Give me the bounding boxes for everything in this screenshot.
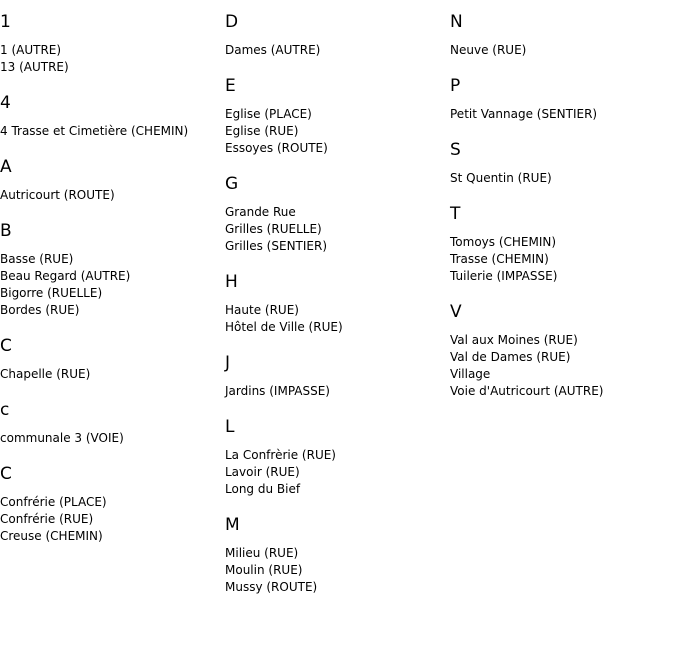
street-index-column-2 [225, 12, 445, 596]
street-item: Neuve (RUE) [450, 43, 527, 57]
letter-group [0, 93, 220, 140]
street-item: La Confrèrie (RUE) [225, 448, 336, 462]
letter-group [225, 76, 445, 157]
street-item: Lavoir (RUE) [225, 465, 300, 479]
letter-heading: G [225, 174, 239, 194]
street-item: Creuse (CHEMIN) [0, 529, 103, 543]
street-item: Haute (RUE) [225, 303, 299, 317]
street-item: Grilles (SENTIER) [225, 239, 328, 253]
street-item: Bordes (RUE) [0, 303, 80, 317]
street-item: Chapelle (RUE) [0, 367, 91, 381]
letter-group [0, 221, 220, 319]
letter-heading: M [225, 515, 240, 535]
street-item: 4 Trasse et Cimetière (CHEMIN) [0, 124, 189, 138]
street-item: Eglise (RUE) [225, 124, 299, 138]
letter-heading: L [225, 417, 235, 437]
street-item: Hôtel de Ville (RUE) [225, 320, 343, 334]
letter-heading: C [0, 464, 12, 484]
street-item: Bigorre (RUELLE) [0, 286, 103, 300]
letter-group [0, 400, 220, 447]
street-item: Essoyes (ROUTE) [225, 141, 328, 155]
street-item: Village [450, 367, 491, 381]
street-item: Basse (RUE) [0, 252, 74, 266]
letter-heading: D [225, 12, 239, 32]
street-item: Confrérie (RUE) [0, 512, 94, 526]
letter-heading: 4 [0, 93, 11, 113]
letter-group [225, 12, 445, 59]
letter-group [450, 140, 670, 187]
street-item: Long du Bief [225, 482, 301, 496]
letter-heading: H [225, 272, 238, 292]
street-item: Petit Vannage (SENTIER) [450, 107, 598, 121]
letter-heading: T [450, 204, 461, 224]
letter-group [450, 204, 670, 285]
letter-heading: J [225, 353, 231, 373]
street-item: Eglise (PLACE) [225, 107, 312, 121]
letter-heading: S [450, 140, 461, 160]
street-item: communale 3 (VOIE) [0, 431, 124, 445]
letter-group [225, 417, 445, 498]
letter-heading: B [0, 221, 12, 241]
letter-group [450, 12, 670, 59]
street-item: Grilles (RUELLE) [225, 222, 322, 236]
street-item: Trasse (CHEMIN) [450, 252, 549, 266]
street-item: Voie d'Autricourt (AUTRE) [450, 384, 604, 398]
letter-group [450, 302, 670, 400]
letter-heading: N [450, 12, 463, 32]
letter-group [0, 12, 220, 76]
street-item: Tomoys (CHEMIN) [450, 235, 557, 249]
letter-group [225, 272, 445, 336]
street-item: St Quentin (RUE) [450, 171, 552, 185]
letter-group [225, 174, 445, 255]
street-item: 13 (AUTRE) [0, 60, 69, 74]
letter-heading: A [0, 157, 12, 177]
street-item: Milieu (RUE) [225, 546, 299, 560]
street-item: Jardins (IMPASSE) [225, 384, 330, 398]
street-item: Val aux Moines (RUE) [450, 333, 578, 347]
letter-group [450, 76, 670, 123]
letter-heading: P [450, 76, 461, 96]
letter-group [0, 157, 220, 204]
letter-heading: V [450, 302, 462, 322]
street-item: Grande Rue [225, 205, 296, 219]
street-index-column-1 [0, 12, 220, 545]
letter-group [225, 353, 445, 400]
letter-heading: C [0, 336, 12, 356]
street-item: Val de Dames (RUE) [450, 350, 571, 364]
letter-heading: E [225, 76, 236, 96]
street-item: Tuilerie (IMPASSE) [450, 269, 558, 283]
street-item: Beau Regard (AUTRE) [0, 269, 131, 283]
street-item: Dames (AUTRE) [225, 43, 321, 57]
letter-heading: 1 [0, 12, 11, 32]
letter-group [0, 336, 220, 383]
street-item: 1 (AUTRE) [0, 43, 62, 57]
street-index-column-3 [450, 12, 670, 400]
letter-group [0, 464, 220, 545]
street-item: Mussy (ROUTE) [225, 580, 318, 594]
street-item: Confrérie (PLACE) [0, 495, 107, 509]
street-item: Autricourt (ROUTE) [0, 188, 115, 202]
letter-group [225, 515, 445, 596]
street-item: Moulin (RUE) [225, 563, 303, 577]
letter-heading: c [0, 400, 10, 420]
